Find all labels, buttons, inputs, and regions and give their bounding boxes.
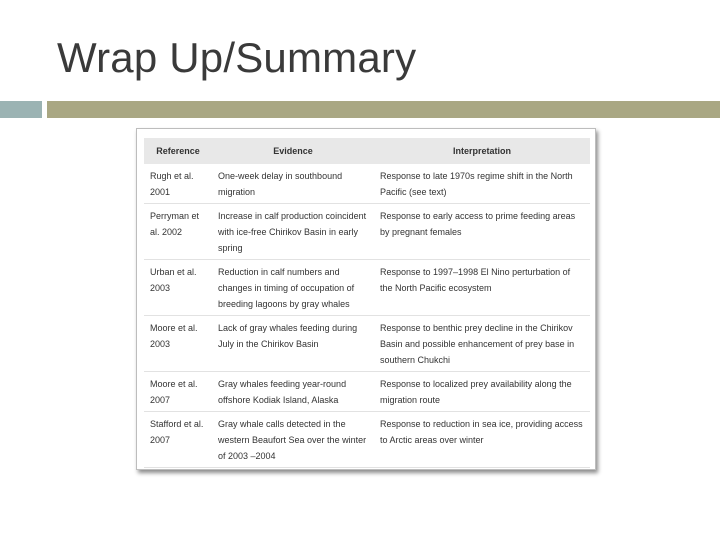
table-row <box>144 164 590 204</box>
cell-evidence: Gray whales feeding year-round offshore Kodiak Island, Alaska <box>212 372 374 412</box>
cell-evidence: Increase in calf production coincident with ice-free Chirikov Basin in early spring <box>212 204 374 260</box>
cell-interpretation: Response to early access to prime feeding areas by pregnant females <box>374 204 590 260</box>
cell-interpretation: Response to late 1970s regime shift in the North Pacific (see text) <box>374 164 590 204</box>
cell-reference: Moore et al. 2007 <box>144 372 212 412</box>
table-row <box>144 412 590 468</box>
cell-evidence: Reduction in calf numbers and changes in timing of occupation of breeding lagoons by gray whales <box>212 260 374 316</box>
cell-reference: Stafford et al. 2007 <box>144 412 212 468</box>
cell-evidence: Lack of gray whales feeding during July in the Chirikov Basin <box>212 316 374 372</box>
cell-reference: Moore et al. 2003 <box>144 316 212 372</box>
table-row <box>144 372 590 412</box>
slide-title: Wrap Up/Summary <box>57 34 417 81</box>
evidence-table-image <box>136 128 596 470</box>
cell-interpretation: Response to localized prey availability along the migration route <box>374 372 590 412</box>
header-reference: Reference <box>144 138 212 164</box>
cell-interpretation: Response to benthic prey decline in the Chirikov Basin and possible enhancement of prey base in southern Chukchi <box>374 316 590 372</box>
accent-bar-right <box>47 101 720 118</box>
table-row <box>144 260 590 316</box>
cell-reference: Urban et al. 2003 <box>144 260 212 316</box>
cell-reference: Rugh et al. 2001 <box>144 164 212 204</box>
cell-interpretation: Response to 1997–1998 El Nino perturbation of the North Pacific ecosystem <box>374 260 590 316</box>
cell-reference: Perryman et al. 2002 <box>144 204 212 260</box>
table-row <box>144 316 590 372</box>
header-evidence: Evidence <box>212 138 374 164</box>
table-header-row <box>144 138 590 164</box>
cell-evidence: One-week delay in southbound migration <box>212 164 374 204</box>
table-row <box>144 204 590 260</box>
cell-evidence: Gray whale calls detected in the western Beaufort Sea over the winter of 2003 –2004 <box>212 412 374 468</box>
header-interpretation: Interpretation <box>374 138 590 164</box>
evidence-table <box>144 138 590 468</box>
cell-interpretation: Response to reduction in sea ice, providing access to Arctic areas over winter <box>374 412 590 468</box>
accent-bar-left <box>0 101 42 118</box>
